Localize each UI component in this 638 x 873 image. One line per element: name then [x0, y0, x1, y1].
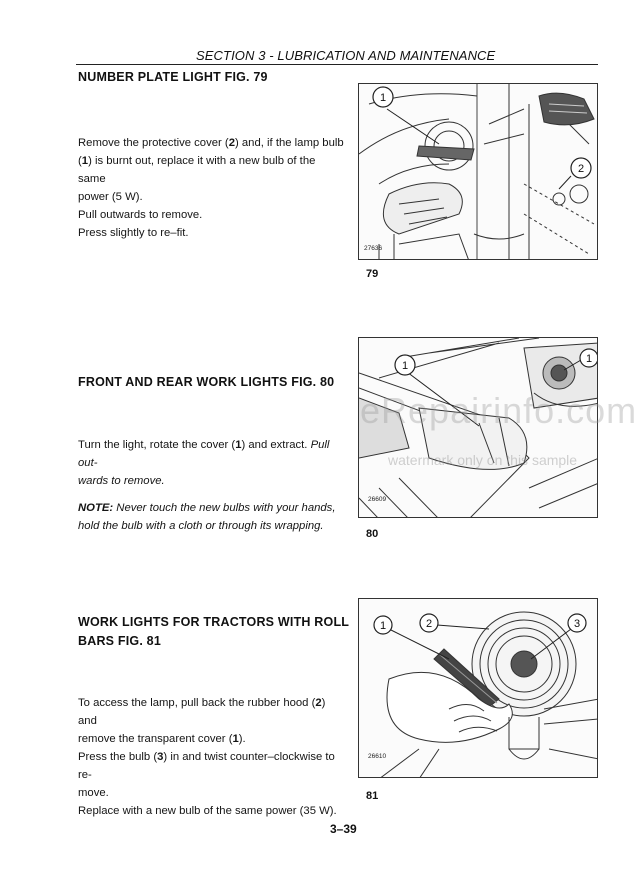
section-header: SECTION 3 - LUBRICATION AND MAINTENANCE [196, 48, 496, 63]
text: ) is burnt out, replace it with a new bulb of the same [78, 155, 316, 185]
text: Pull out- [78, 439, 330, 469]
figure-80-number: 80 [366, 528, 379, 540]
text: Pull outwards to remove. [78, 209, 203, 221]
section-title-roll-bar-lights [78, 613, 349, 651]
text: ) and [78, 697, 326, 727]
figure-81-code: 26610 [368, 753, 387, 760]
text: remove the transparent cover ( [78, 733, 233, 745]
section-title-work-lights: FRONT AND REAR WORK LIGHTS FIG. 80 [78, 375, 335, 389]
text: power (5 W). [78, 191, 143, 203]
text: ( [78, 155, 82, 167]
text: ) and, if the lamp bulb [235, 137, 344, 149]
ref-1: 1 [235, 439, 242, 451]
watermark-notice: watermark only on this sample [388, 452, 578, 468]
figure-79-code: 27636 [364, 245, 383, 252]
figure-79-number: 79 [366, 268, 379, 280]
title-line-2: BARS FIG. 81 [78, 634, 161, 648]
text: To access the lamp, pull back the rubber hood ( [78, 697, 316, 709]
figure-79-drawing [359, 84, 598, 260]
roll-bar-lights-instructions [78, 694, 344, 820]
callout-1: 1 [379, 620, 387, 632]
page-number: 3–39 [330, 822, 357, 836]
ref-2: 2 [228, 137, 235, 149]
figure-81-image [358, 598, 598, 778]
ref-1: 1 [81, 155, 89, 167]
callout-3: 3 [573, 618, 581, 630]
figure-80-code: 26609 [368, 496, 387, 503]
text: ) and extract. [241, 439, 308, 451]
section-title-number-plate-light: NUMBER PLATE LIGHT FIG. 79 [78, 70, 268, 84]
callout-2: 2 [425, 618, 433, 630]
text: hold the bulb with a cloth or through its wrapping. [78, 520, 324, 532]
work-lights-instructions [78, 436, 344, 490]
text: ) in and twist counter–clockwise to re- [78, 751, 335, 781]
ref-3: 3 [157, 751, 164, 763]
callout-1: 1 [401, 360, 409, 372]
number-plate-instructions [78, 134, 344, 242]
ref-1: 1 [232, 733, 239, 745]
bulb-handling-note [78, 499, 344, 535]
text: Replace with a new bulb of the same power (35 W). [78, 805, 337, 817]
watermark-site: eRepairinfo.com [360, 390, 638, 431]
text: Remove the protective cover ( [78, 137, 229, 149]
text: ). [238, 733, 246, 745]
ref-2: 2 [315, 697, 322, 709]
figure-81-drawing [359, 599, 598, 778]
note-label: NOTE: [78, 502, 114, 514]
header-rule [76, 64, 598, 65]
text: move. [78, 787, 109, 799]
text: Turn the light, rotate the cover ( [78, 439, 236, 451]
text: Press slightly to re–fit. [78, 227, 189, 239]
title-line-1: WORK LIGHTS FOR TRACTORS WITH ROLL [78, 615, 350, 629]
callout-1b: 1 [585, 353, 593, 365]
callout-1: 1 [379, 92, 387, 104]
figure-81-number: 81 [366, 790, 379, 802]
text: wards to remove. [78, 475, 165, 487]
text: Never touch the new bulbs with your hands, [113, 502, 336, 514]
figure-79-image [358, 83, 598, 260]
callout-2: 2 [577, 163, 585, 175]
text: Press the bulb ( [78, 751, 158, 763]
